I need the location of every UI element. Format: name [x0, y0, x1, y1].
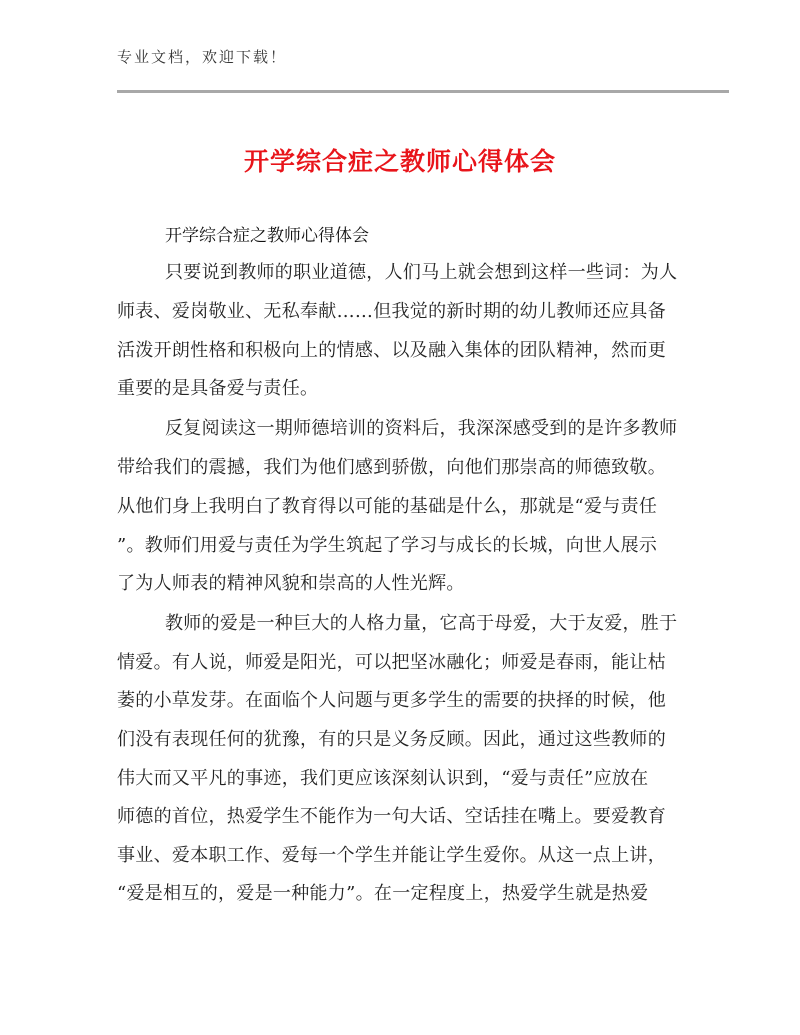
body-line: 反复阅读这一期师德培训的资料后，我深深感受到的是许多教师	[165, 418, 678, 439]
page-header-text: 专业文档，欢迎下载！	[117, 48, 288, 66]
body-line: 了为人师表的精神风貌和崇高的人性光辉。	[117, 573, 465, 594]
body-line: 带给我们的震撼，我们为他们感到骄傲，向他们那崇高的师德致敬。	[117, 457, 666, 478]
body-line: 从他们身上我明白了教育得以可能的基础是什么，那就是“爱与责任	[117, 496, 658, 517]
body-line: 师表、爱岗敬业、无私奉献……但我觉的新时期的幼儿教师还应具备	[117, 301, 666, 322]
document-title: 开学综合症之教师心得体会	[243, 147, 556, 176]
body-line: 伟大而又平凡的事迹，我们更应该深刻认识到，“爱与责任”应放在	[117, 768, 649, 789]
body-line: 情爱。有人说，师爱是阳光，可以把坚冰融化；师爱是春雨，能让枯	[117, 652, 666, 673]
header-divider	[117, 90, 729, 93]
body-line: ”。教师们用爱与责任为学生筑起了学习与成长的长城，向世人展示	[117, 535, 658, 556]
document-subtitle: 开学综合症之教师心得体会	[165, 226, 369, 246]
body-line: 教师的爱是一种巨大的人格力量，它高于母爱，大于友爱，胜于	[165, 613, 678, 634]
body-line: 只要说到教师的职业道德，人们马上就会想到这样一些词：为人	[165, 262, 678, 283]
body-line: 师德的首位，热爱学生不能作为一句大话、空话挂在嘴上。要爱教育	[117, 806, 666, 827]
body-line: 重要的是具备爱与责任。	[117, 378, 319, 399]
body-line: 们没有表现任何的犹豫，有的只是义务反顾。因此，通过这些教师的	[117, 729, 666, 750]
body-line: “爱是相互的，爱是一种能力”。在一定程度上，热爱学生就是热爱	[117, 883, 649, 904]
body-line: 事业、爱本职工作、爱每一个学生并能让学生爱你。从这一点上讲，	[117, 845, 666, 866]
body-line: 活泼开朗性格和积极向上的情感、以及融入集体的团队精神，然而更	[117, 340, 666, 361]
body-line: 萎的小草发芽。在面临个人问题与更多学生的需要的抉择的时候，他	[117, 690, 666, 711]
